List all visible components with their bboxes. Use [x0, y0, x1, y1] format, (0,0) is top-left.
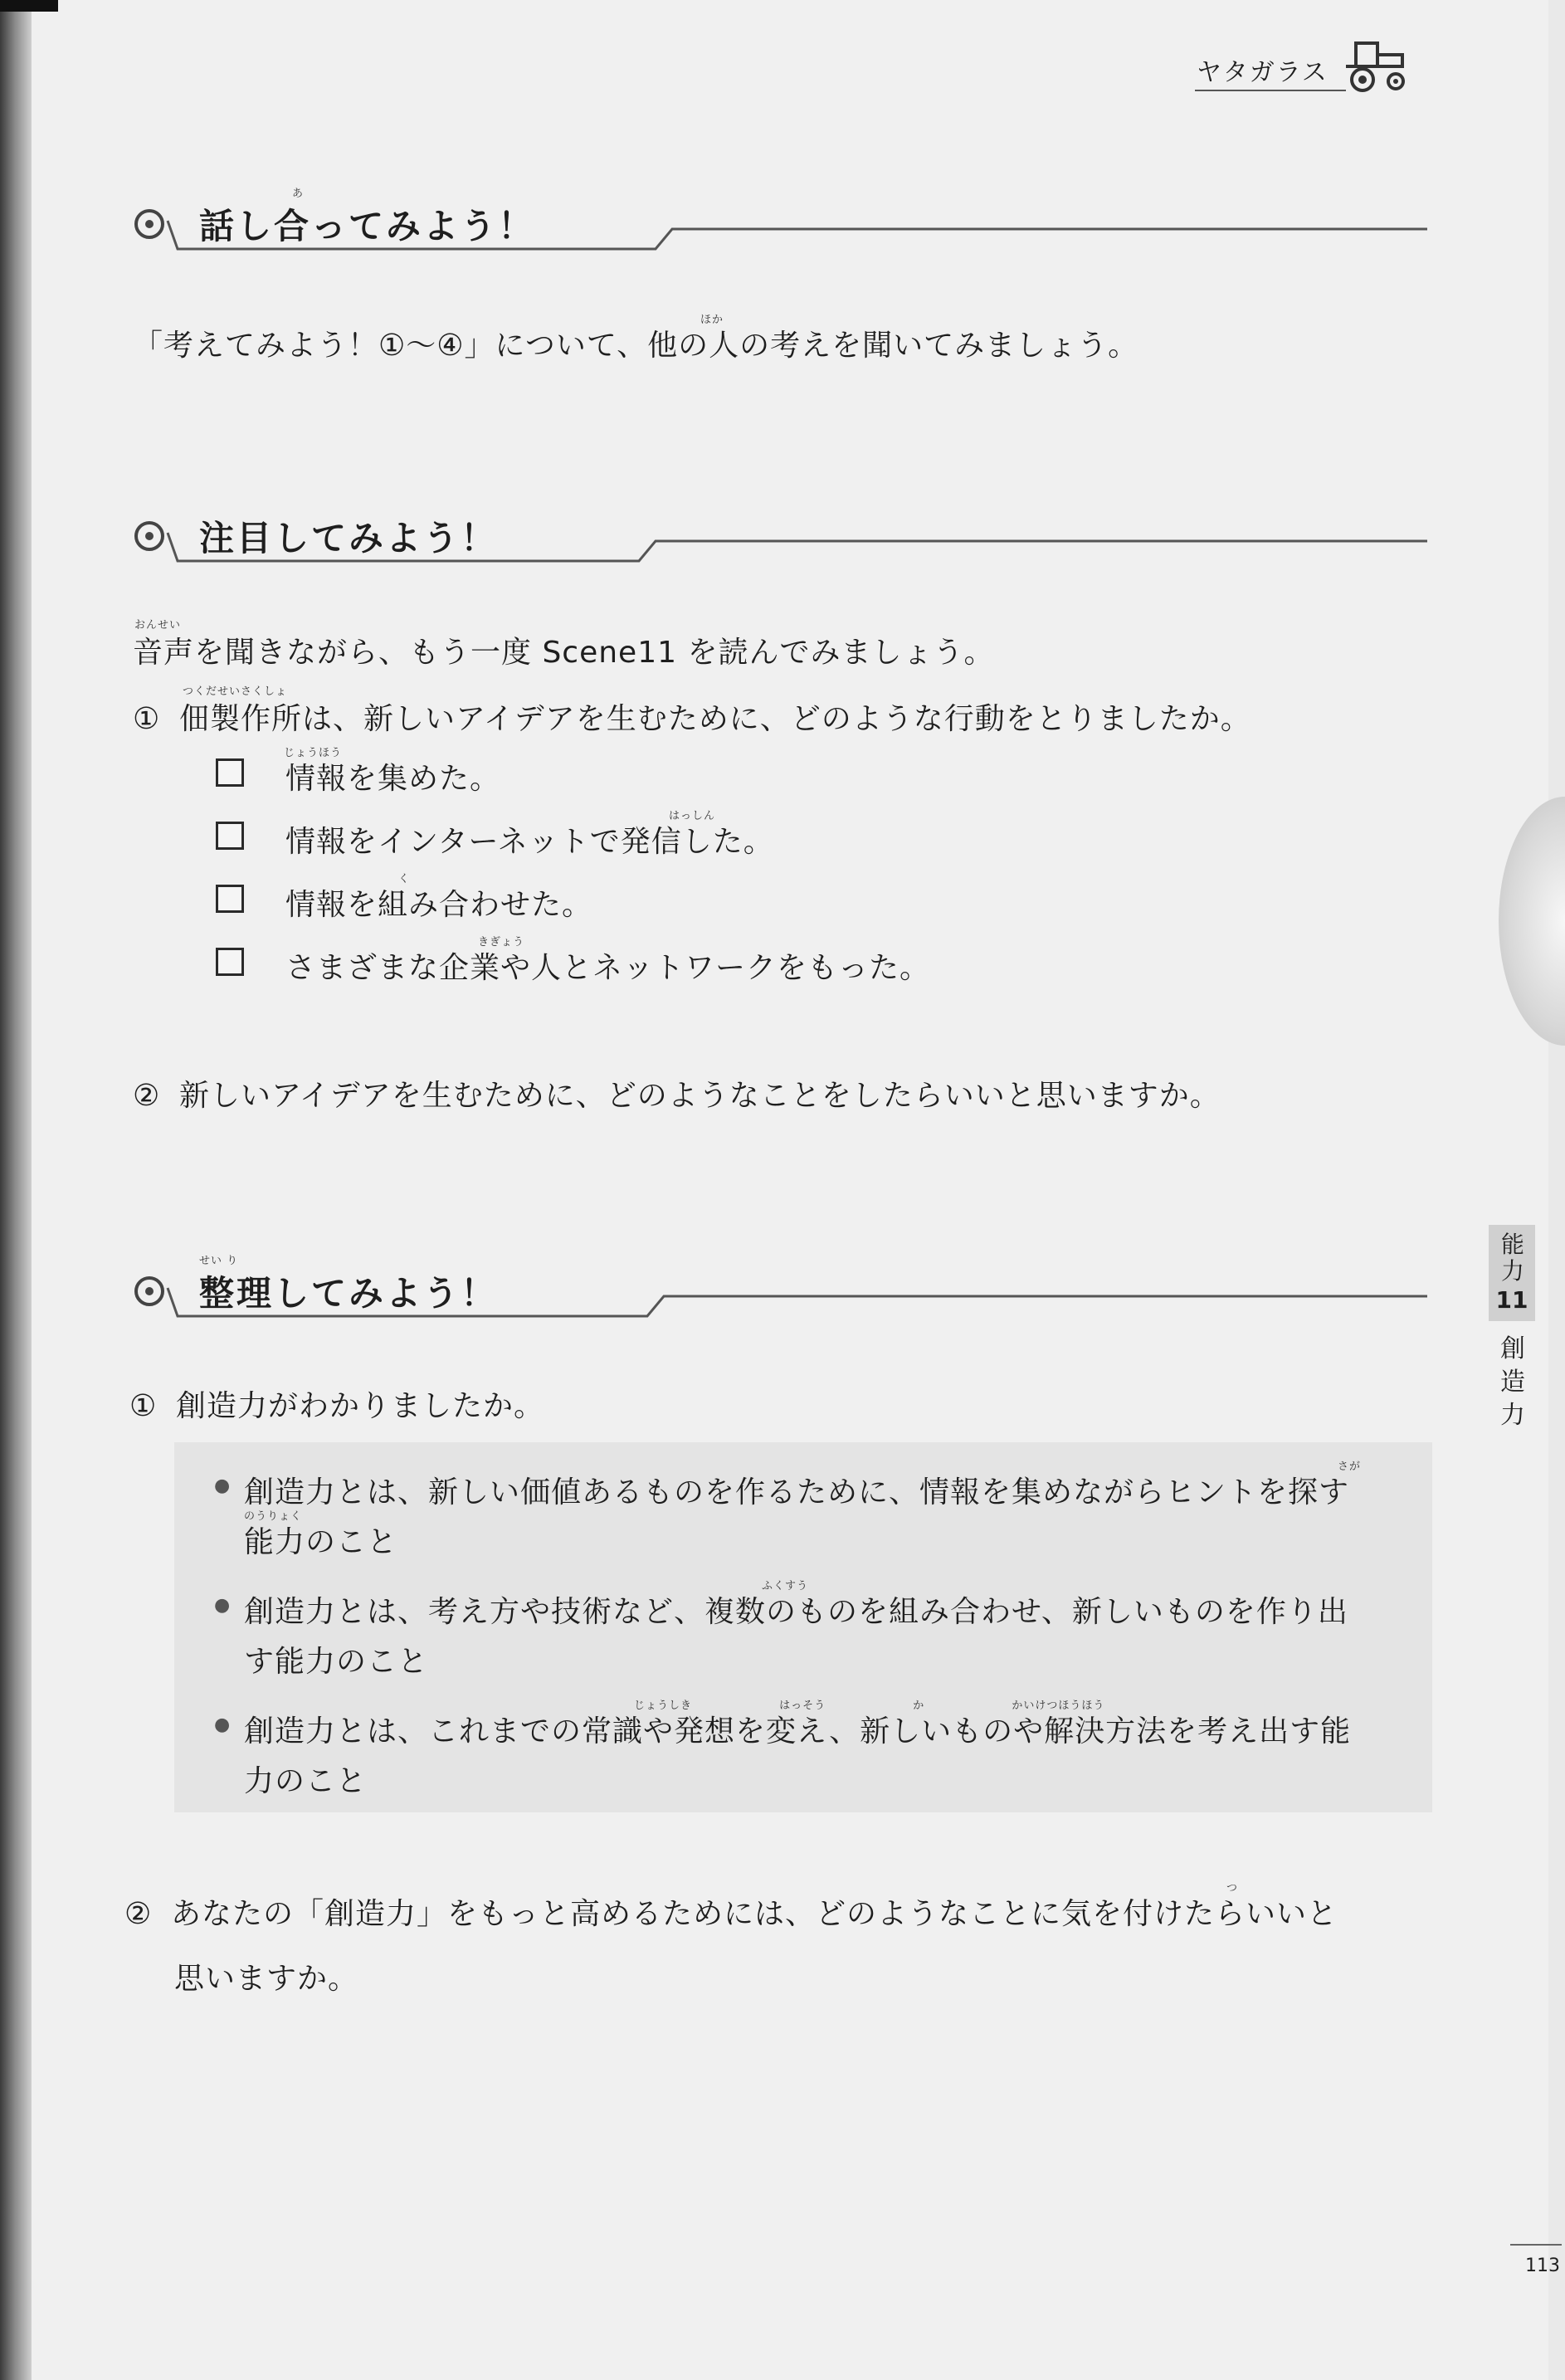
question-number: ① [129, 1389, 158, 1423]
organize-question-2 [124, 1890, 1338, 1933]
ruby: あ [292, 188, 305, 200]
question-text: あなたの「創造力」をもっと高めるためには、どのようなことに気を付けたらいいと [171, 1897, 1338, 1931]
option-checkbox[interactable] [216, 822, 244, 850]
definition-line: 力のこと [244, 1764, 368, 1798]
definition-line: 創造力とは、これまでの常識や発想を変え、新しいものや解決方法を考え出す能 [244, 1714, 1352, 1748]
bullet-dot-icon: ● [214, 1595, 231, 1616]
section-organize-header [133, 1265, 1427, 1323]
organize-question-1 [129, 1383, 544, 1425]
focus-intro: 音声を聞きながら、もう一度 Scene11 を読んでみましょう。 [133, 636, 995, 670]
ruby: ふくすう [762, 1580, 809, 1592]
chapter-tab-number: 11 [1495, 1286, 1528, 1314]
target-circle-icon [133, 207, 166, 241]
option-label: さまざまな企業や人とネットワークをもった。 [285, 951, 931, 985]
ruby: のうりょく [244, 1510, 303, 1523]
page-number: 113 [1525, 2256, 1560, 2276]
ruby: つくだせいさくしょ [183, 685, 288, 698]
ruby: きぎょう [478, 936, 525, 949]
option-checkbox[interactable] [216, 758, 244, 787]
page-number-rule [1510, 2244, 1562, 2246]
question-number: ② [133, 1079, 161, 1113]
target-circle-icon [133, 519, 166, 553]
ruby: つ [1226, 1882, 1239, 1895]
option-label: 情報を組み合わせた。 [285, 888, 593, 922]
ruby: さが [1338, 1461, 1362, 1473]
definition-line: す能力のこと [244, 1645, 429, 1679]
section-title: 整理してみよう！ [199, 1273, 499, 1314]
option-checkbox[interactable] [216, 885, 244, 913]
question-number: ② [124, 1897, 153, 1931]
definition-line: 創造力とは、考え方や技術など、複数のものを組み合わせ、新しいものを作り出 [244, 1595, 1348, 1629]
definition-line: 創造力とは、新しい価値あるものを作るために、情報を集めながらヒントを探す [244, 1475, 1350, 1509]
chapter-name: 創 造 力 [1500, 1334, 1525, 1430]
section-title: 注目してみよう！ [199, 518, 499, 558]
ruby: せい り [199, 1255, 239, 1267]
question-text: 創造力がわかりましたか。 [176, 1389, 545, 1423]
ruby: じょうしき はっそう か かいけつほうほう [634, 1700, 1105, 1712]
focus-question-2 [133, 1072, 1221, 1114]
definition-line: 能力のこと [244, 1525, 398, 1559]
ruby: じょうほう [284, 747, 343, 759]
ruby: く [398, 873, 411, 885]
header-title: ヤタガラス [1197, 58, 1329, 87]
bullet-dot-icon: ● [214, 1475, 231, 1496]
discuss-text: 「考えてみよう！①～④」について、他の人の考えを聞いてみましょう。 [133, 329, 1139, 363]
option-checkbox[interactable] [216, 948, 244, 976]
question-number: ① [133, 702, 161, 736]
tractor-icon [1344, 38, 1411, 96]
book-spine [0, 0, 33, 2380]
ruby: ほか [700, 314, 724, 326]
ruby: おんせい [134, 619, 182, 632]
option-label: 情報を集めた。 [285, 762, 501, 796]
section-discuss-header [133, 198, 1427, 256]
question-text: 佃製作所は、新しいアイデアを生むために、どのような行動をとりましたか。 [179, 702, 1251, 736]
question-text-continued: 思いますか。 [174, 1962, 359, 1996]
option-label: 情報をインターネットで発信した。 [285, 825, 774, 859]
header-underline [1195, 90, 1346, 91]
page-corner [0, 0, 58, 12]
section-title: 話し合ってみよう！ [199, 206, 536, 246]
focus-question-1 [133, 695, 1251, 738]
chapter-tab-label: 能 力 [1500, 1231, 1524, 1285]
ruby: はっしん [669, 810, 716, 822]
section-focus-header [133, 510, 1427, 568]
bullet-dot-icon: ● [214, 1714, 231, 1735]
question-text: 新しいアイデアを生むために、どのようなことをしたらいいと思いますか。 [179, 1079, 1221, 1113]
target-circle-icon [133, 1275, 166, 1308]
